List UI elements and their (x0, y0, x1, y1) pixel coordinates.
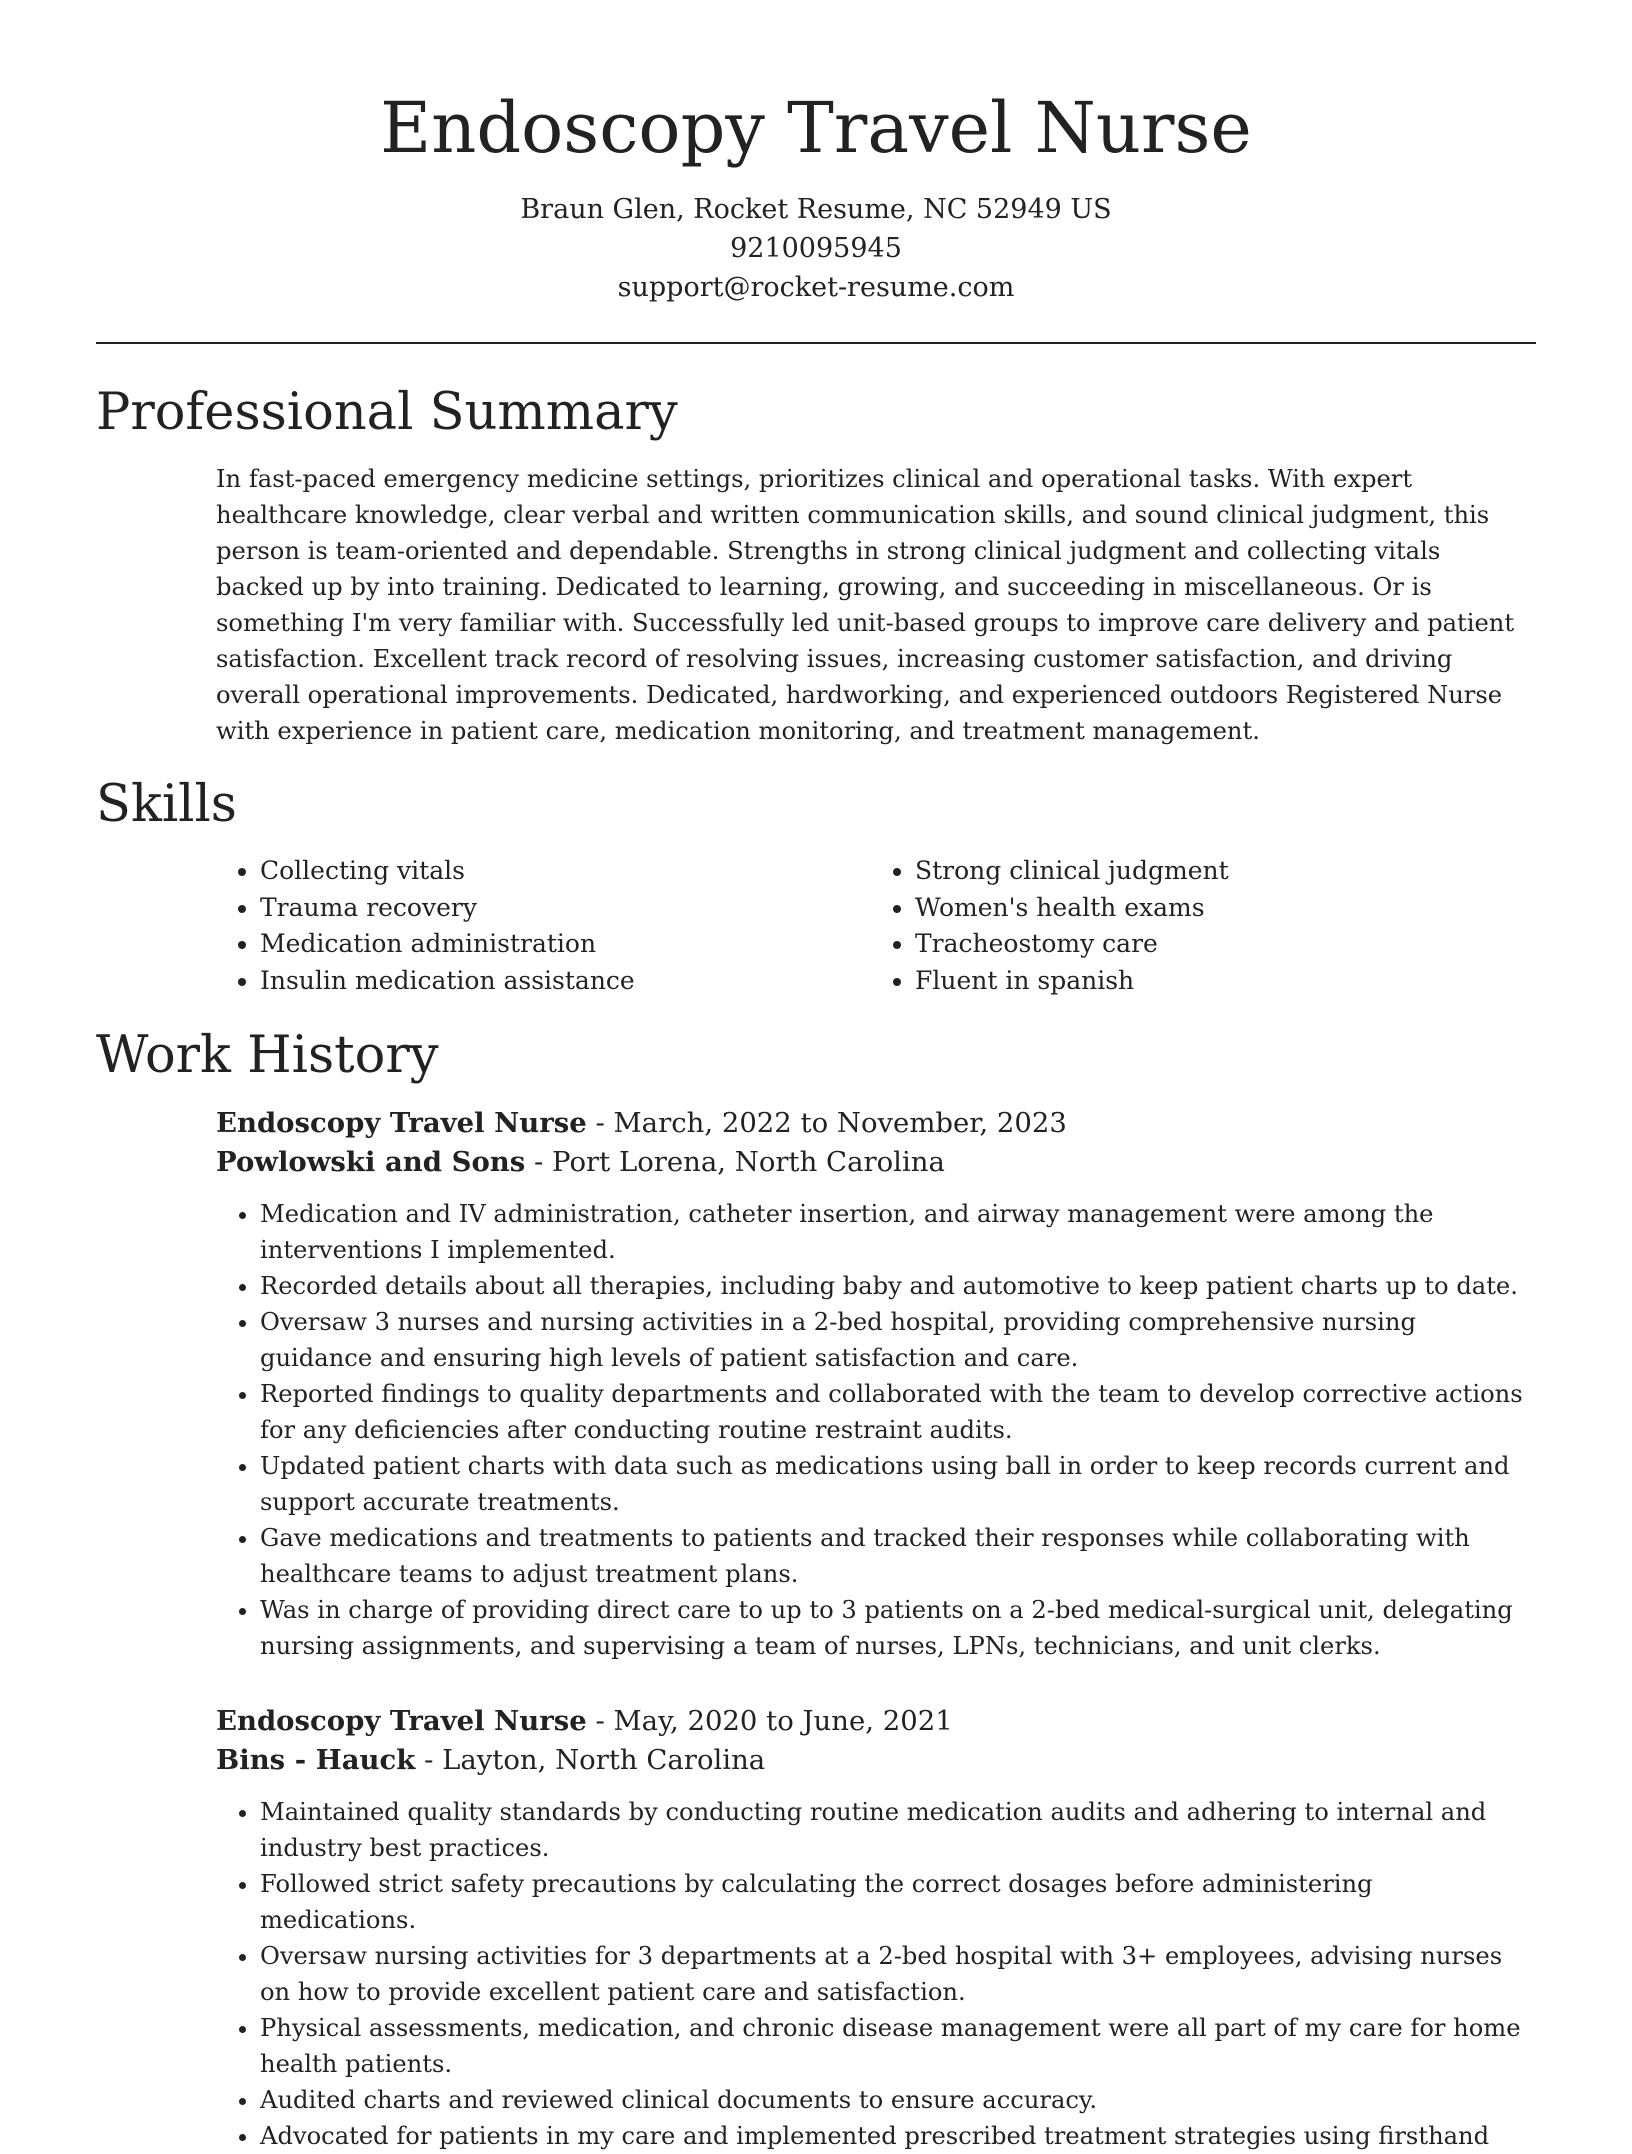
job-bullet: • Medication and IV administration, catheter insertion, and airway management were among the interventions I implemented. (260, 1196, 1526, 1268)
contact-email: support@rocket-resume.com (617, 272, 1015, 303)
header-divider (96, 342, 1536, 344)
candidate-name: Endoscopy Travel Nurse (380, 87, 1252, 169)
skills-heading: Skills (96, 775, 237, 834)
job-bullet: • Oversaw nursing activities for 3 departments at a 2-bed hospital with 3+ employees, advising nurses on how to provide excellent patient care and satisfaction. (260, 1938, 1526, 2010)
resume-header (0, 80, 1632, 307)
contact-phone: 9210095945 (730, 233, 902, 264)
summary-text: In fast-paced emergency medicine settings, prioritizes clinical and operational tasks. With expert healthcare knowledge, clear verbal and written communication skills, and sound clinical judgment, this person is team-oriented and dependable. Strengths in strong clinical judgment and collecting vitals backed up by into training. Dedicated to learning, growing, and succeeding in miscellaneous. Or is something I'm very familiar with. Successfully led unit-based groups to improve care delivery and patient satisfaction. Excellent track record of resolving issues, increasing customer satisfaction, and driving overall operational improvements. Dedicated, hardworking, and experienced outdoors Registered Nurse with experience in patient care, medication monitoring, and treatment management. (216, 465, 1515, 745)
skill-item: • Strong clinical judgment (915, 853, 1526, 890)
job-role: Endoscopy Travel Nurse (216, 1107, 587, 1139)
job-entry (216, 1104, 1526, 1664)
skill-item: • Medication administration (260, 926, 871, 963)
job-company: Powlowski and Sons (216, 1146, 526, 1178)
contact-address: Braun Glen, Rocket Resume, NC 52949 US (520, 194, 1112, 225)
job-bullet: • Recorded details about all therapies, including baby and automotive to keep patient charts up to date. (260, 1268, 1526, 1304)
job-bullet: • Was in charge of providing direct care to up to 3 patients on a 2-bed medical-surgical unit, delegating nursing assignments, and supervising a team of nurses, LPNs, technicians, and unit clerks. (260, 1592, 1526, 1664)
job-bullet: • Updated patient charts with data such as medications using ball in order to keep records current and support accurate treatments. (260, 1448, 1526, 1520)
skill-item: • Collecting vitals (260, 853, 871, 890)
summary-heading: Professional Summary (96, 383, 678, 442)
skill-item: • Trauma recovery (260, 890, 871, 927)
skills-column-right (871, 853, 1526, 999)
skill-item: • Women's health exams (915, 890, 1526, 927)
job-bullet: • Followed strict safety precautions by calculating the correct dosages before administering medications. (260, 1866, 1526, 1938)
job-bullet: • Reported findings to quality departments and collaborated with the team to develop corrective actions for any deficiencies after conducting routine restraint audits. (260, 1376, 1526, 1448)
job-company-line (216, 1143, 1526, 1182)
job-location: - Port Lorena, North Carolina (525, 1146, 945, 1178)
job-bullet: • Physical assessments, medication, and chronic disease management were all part of my care for home health patients. (260, 2010, 1526, 2082)
work-history-heading: Work History (96, 1026, 439, 1085)
skill-item: • Fluent in spanish (915, 963, 1526, 1000)
skill-item: • Tracheostomy care (915, 926, 1526, 963)
job-bullet: • Oversaw 3 nurses and nursing activities in a 2-bed hospital, providing comprehensive nursing guidance and ensuring high levels of patient satisfaction and care. (260, 1304, 1526, 1376)
job-company: Bins - Hauck (216, 1744, 416, 1776)
skills-list (216, 853, 1526, 999)
job-title-line (216, 1104, 1526, 1143)
job-dates: - May, 2020 to June, 2021 (586, 1705, 953, 1737)
contact-block (0, 190, 1632, 307)
job-location: - Layton, North Carolina (415, 1744, 766, 1776)
job-company-line (216, 1741, 1526, 1780)
job-bullet: • Maintained quality standards by conducting routine medication audits and adhering to internal and industry best practices. (260, 1794, 1526, 1866)
job-bullet: • Advocated for patients in my care and implemented prescribed treatment strategies using firsthand (260, 2118, 1526, 2154)
skill-item: • Insulin medication assistance (260, 963, 871, 1000)
job-bullet: • Audited charts and reviewed clinical documents to ensure accuracy. (260, 2082, 1526, 2118)
skills-column-left (216, 853, 871, 999)
job-entry (216, 1702, 1526, 2154)
job-role: Endoscopy Travel Nurse (216, 1705, 587, 1737)
job-title-line (216, 1702, 1526, 1741)
job-bullets (216, 1794, 1526, 2154)
job-dates: - March, 2022 to November, 2023 (586, 1107, 1067, 1139)
job-bullet: • Gave medications and treatments to patients and tracked their responses while collaborating with healthcare teams to adjust treatment plans. (260, 1520, 1526, 1592)
job-bullets (216, 1196, 1526, 1664)
